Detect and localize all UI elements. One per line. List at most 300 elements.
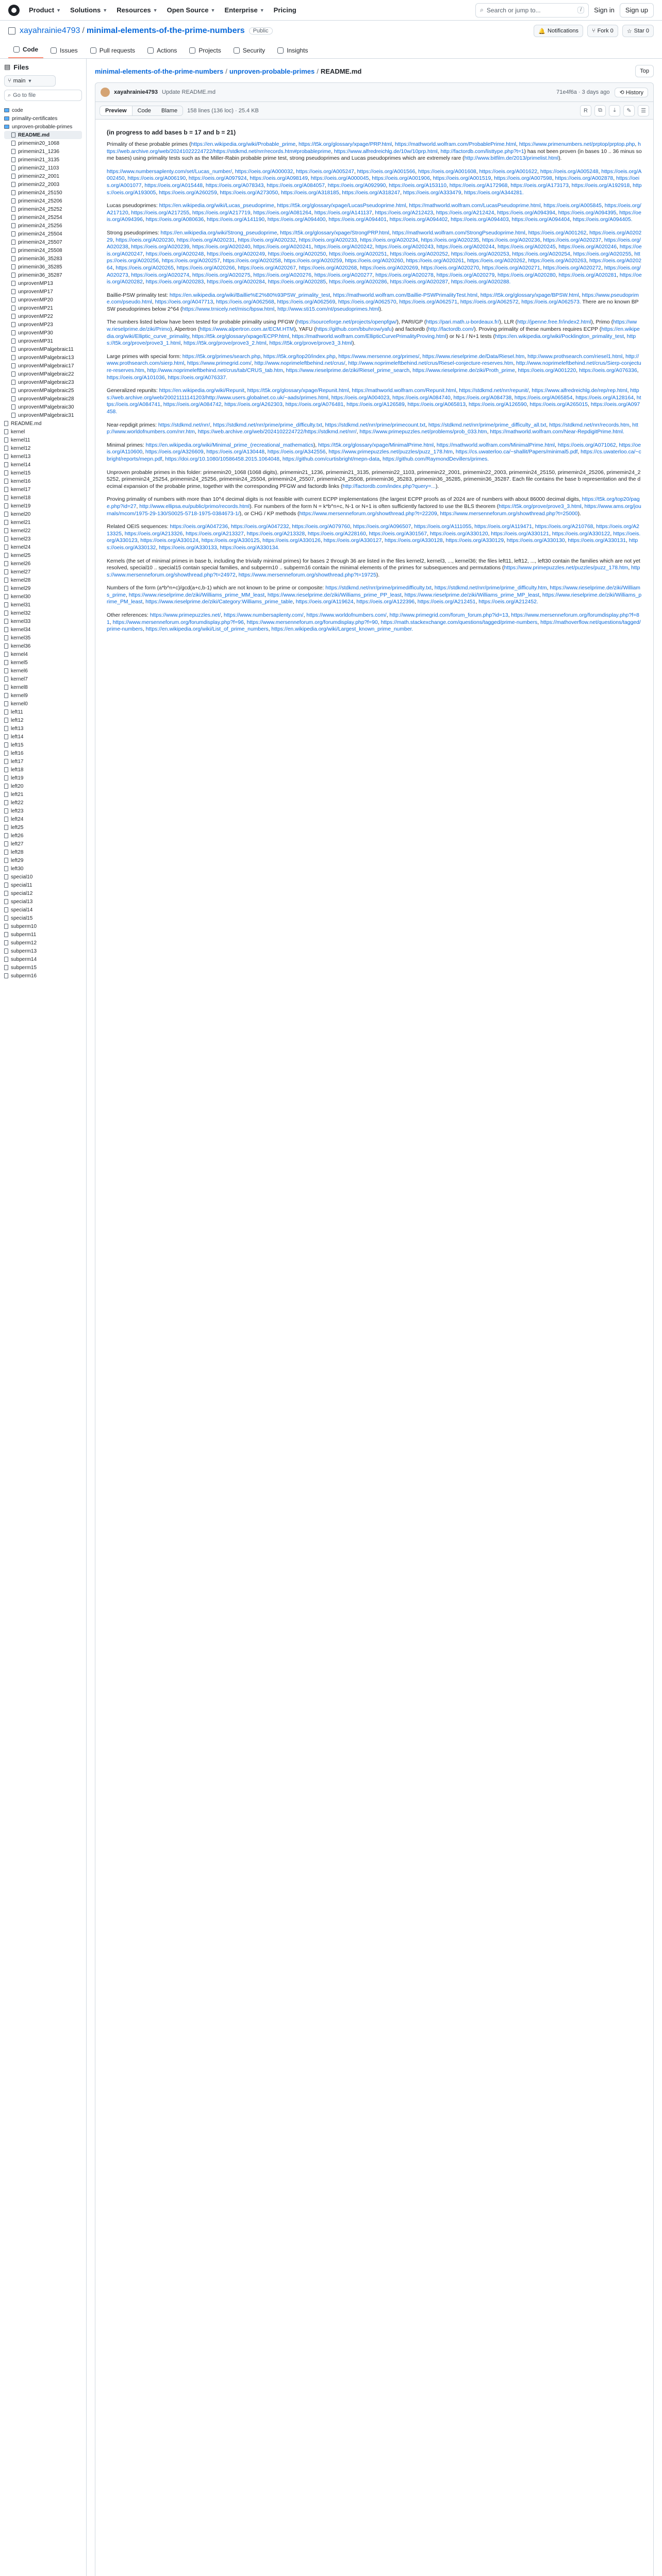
sidebar-file[interactable] bbox=[4, 955, 82, 963]
readme-link[interactable]: https://oeis.org/A084738 bbox=[453, 395, 512, 401]
sidebar-file[interactable] bbox=[4, 906, 82, 914]
readme-link[interactable]: https://oeis.org/A020254 bbox=[512, 251, 570, 257]
readme-link[interactable]: https://oeis.org/A020230 bbox=[115, 237, 174, 243]
readme-link[interactable]: https://oeis.org/A141190 bbox=[207, 217, 264, 223]
readme-link[interactable]: http://factordb.com/ bbox=[428, 327, 474, 333]
raw-button[interactable]: R bbox=[580, 105, 591, 116]
readme-link[interactable]: https://stdkmd.net/nrr/records.htm bbox=[549, 422, 630, 428]
readme-link[interactable]: https://oeis.org/A094395 bbox=[558, 210, 617, 216]
readme-link[interactable]: https://oeis.org/A260259 bbox=[159, 190, 217, 196]
readme-link[interactable]: https://oeis.org/A020257 bbox=[161, 258, 220, 264]
readme-link[interactable]: http://www.noprimeleftbehind.net/crus/Riesel-conjecture-reserves.htm bbox=[348, 361, 514, 367]
readme-link[interactable]: https://www.primepuzzles.net/problems/prob_033.htm bbox=[359, 429, 487, 435]
readme-link[interactable]: https://oeis.org/A094405. bbox=[572, 217, 633, 223]
readme-link[interactable]: https://oeis.org/A330122 bbox=[552, 531, 610, 537]
readme-link[interactable]: https://oeis.org/A001566 bbox=[357, 168, 416, 175]
readme-link[interactable]: https://oeis.org/A094401 bbox=[328, 217, 387, 223]
readme-link[interactable]: https://oeis.org/A062570 bbox=[338, 299, 396, 306]
readme-link[interactable]: https://oeis.org/A126590 bbox=[468, 402, 527, 408]
readme-link[interactable]: https://oeis.org/A002878 bbox=[555, 176, 614, 182]
readme-link[interactable]: https://oeis.org/A212424 bbox=[436, 210, 494, 216]
tab-actions[interactable] bbox=[142, 47, 182, 58]
readme-link[interactable]: https://oeis.org/A001077 bbox=[107, 176, 640, 189]
readme-link[interactable]: https://oeis.org/A330128 bbox=[385, 538, 443, 544]
repo-name-link[interactable]: minimal-elements-of-the-prime-numbers bbox=[86, 26, 245, 35]
sidebar-file[interactable] bbox=[4, 930, 82, 939]
readme-link[interactable]: https://oeis.org/A110600 bbox=[107, 442, 641, 455]
readme-link[interactable]: https://mathworld.wolfram.com/Near-RepdigitPrime.html. bbox=[490, 429, 624, 435]
readme-link[interactable]: https://mathworld.wolfram.com/LucasPseudoprime.html bbox=[409, 203, 541, 209]
readme-link[interactable]: https://www.mersenneforum.org/forumdisplay.php?f=96 bbox=[112, 619, 244, 625]
sidebar-file[interactable] bbox=[4, 716, 82, 724]
readme-link[interactable]: https://github.com/curtisbright/mepn-data bbox=[282, 456, 380, 462]
readme-link[interactable]: https://t5k.org/glossary/xpage/Repunit.html bbox=[247, 388, 349, 394]
sidebar-file[interactable] bbox=[4, 543, 82, 551]
readme-link[interactable]: https://oeis.org/A330132 bbox=[107, 538, 638, 551]
readme-link[interactable]: https://oeis.org/A076337. bbox=[168, 375, 227, 381]
readme-link[interactable]: https://oeis.org/A262303 bbox=[224, 402, 283, 408]
readme-link[interactable]: https://en.wikipedia.org/wiki/Probable_prime bbox=[191, 142, 296, 147]
sidebar-file[interactable] bbox=[4, 897, 82, 906]
readme-link[interactable]: https://doi.org/10.1080/10586458.2015.1064048 bbox=[165, 456, 280, 462]
sidebar-file[interactable] bbox=[4, 411, 82, 419]
readme-link[interactable]: https://oeis.org/A318185 bbox=[280, 190, 339, 196]
readme-link[interactable]: https://oeis.org/A020242 bbox=[314, 244, 373, 250]
readme-link[interactable]: https://oeis.org/A020241 bbox=[253, 244, 311, 250]
sidebar-file[interactable] bbox=[4, 329, 82, 337]
sidebar-file[interactable] bbox=[4, 667, 82, 675]
sidebar-file[interactable] bbox=[4, 156, 82, 164]
readme-link[interactable]: https://oeis.org/A020245 bbox=[498, 244, 556, 250]
sidebar-file[interactable] bbox=[4, 922, 82, 930]
readme-link[interactable]: https://oeis.org/A020258 bbox=[223, 258, 281, 264]
readme-link[interactable]: https://oeis.org/A172968 bbox=[449, 182, 508, 189]
readme-link[interactable]: https://oeis.org/A002450 bbox=[107, 168, 642, 182]
commit-author[interactable]: xayahrainie4793 bbox=[114, 89, 158, 95]
sidebar-file[interactable] bbox=[4, 683, 82, 691]
sidebar-file[interactable] bbox=[4, 724, 82, 733]
breadcrumb-repo-link[interactable]: minimal-elements-of-the-prime-numbers bbox=[95, 67, 224, 75]
readme-link[interactable]: http://www.worldofnumbers.com/nrr.htm bbox=[107, 422, 638, 435]
sidebar-file[interactable] bbox=[4, 947, 82, 955]
sidebar-file[interactable] bbox=[4, 601, 82, 609]
sidebar-file[interactable] bbox=[4, 782, 82, 790]
sidebar-file[interactable] bbox=[4, 749, 82, 757]
nav-pricing[interactable] bbox=[274, 6, 296, 14]
sidebar-file[interactable] bbox=[4, 238, 82, 246]
readme-link[interactable]: https://oeis.org/A228160 bbox=[308, 531, 366, 537]
readme-link[interactable]: https://oeis.org/A020246 bbox=[558, 244, 617, 250]
code-tab[interactable]: Code bbox=[133, 106, 156, 115]
readme-link[interactable]: http://www.noprimeleftbehind.net/crus/ bbox=[254, 361, 345, 367]
readme-link[interactable]: https://oeis.org/A096507 bbox=[353, 524, 411, 530]
readme-link[interactable]: https://oeis.org/A094403 bbox=[451, 217, 509, 223]
top-button[interactable]: Top bbox=[635, 65, 654, 77]
sidebar-file[interactable] bbox=[4, 494, 82, 502]
readme-link[interactable]: https://oeis.org/A097924 bbox=[188, 176, 247, 182]
readme-link[interactable]: https://en.wikipedia.org/wiki/Largest_known_prime_number. bbox=[271, 626, 413, 633]
history-button[interactable] bbox=[615, 88, 648, 97]
readme-link[interactable]: https://oeis.org/A330123 bbox=[107, 531, 641, 544]
readme-link[interactable]: https://www.rieselprime.de/ziki/Williams_prime_MM_least bbox=[128, 592, 265, 598]
readme-link[interactable]: https://web.archive.org/web/20241022224722/https://stdkmd.net/nrr/records.htm#probableprime bbox=[107, 142, 641, 155]
readme-link[interactable]: https://oeis.org/A330125 bbox=[201, 538, 260, 544]
readme-link[interactable]: https://mathworld.wolfram.com/Baillie-PSWPrimalityTest.html bbox=[333, 292, 477, 298]
sidebar-file[interactable] bbox=[4, 741, 82, 749]
sidebar-file[interactable] bbox=[4, 757, 82, 766]
tab-security[interactable] bbox=[228, 47, 270, 58]
readme-link[interactable]: https://oeis.org/A006190 bbox=[127, 176, 186, 182]
readme-link[interactable]: https://oeis.org/A318247 bbox=[342, 190, 401, 196]
readme-link[interactable]: https://oeis.org/A020271 bbox=[482, 265, 540, 271]
readme-link[interactable]: https://oeis.org/A020259 bbox=[284, 258, 342, 264]
sidebar-file[interactable] bbox=[4, 378, 82, 386]
commit-message[interactable]: Update README.md bbox=[162, 89, 216, 95]
sidebar-file[interactable] bbox=[4, 279, 82, 287]
readme-link[interactable]: https://oeis.org/A005845 bbox=[543, 203, 602, 209]
sidebar-file[interactable] bbox=[4, 370, 82, 378]
readme-link[interactable]: https://t5k.org/glossary/xpage/LucasPseudoprime.html bbox=[277, 203, 406, 209]
sidebar-folder[interactable] bbox=[4, 114, 82, 123]
sidebar-file[interactable] bbox=[4, 312, 82, 320]
nav-enterprise[interactable] bbox=[224, 6, 264, 14]
sidebar-file[interactable] bbox=[4, 386, 82, 395]
readme-link[interactable]: https://oeis.org/A020240 bbox=[192, 244, 251, 250]
branch-selector[interactable] bbox=[4, 75, 56, 87]
readme-link[interactable]: https://oeis.org/A020267 bbox=[238, 265, 296, 271]
readme-link[interactable]: https://www.mersenneforum.org/forumdisplay.php?f=90 bbox=[246, 619, 378, 625]
readme-link[interactable]: https://oeis.org/A020283 bbox=[145, 279, 204, 285]
sidebar-file[interactable] bbox=[4, 428, 82, 436]
readme-link[interactable]: https://oeis.org/A020253 bbox=[451, 251, 509, 257]
readme-link[interactable]: https://oeis.org/A020234 bbox=[360, 237, 418, 243]
readme-link[interactable]: https://en.wikipedia.org/wiki/Repunit bbox=[159, 388, 244, 394]
readme-link[interactable]: https://t5k.org/prove/prove3_3.html bbox=[499, 503, 582, 510]
sidebar-file[interactable] bbox=[4, 403, 82, 411]
readme-link[interactable]: https://www.primepuzzles.net/puzzles/puzz_178.htm bbox=[504, 565, 628, 571]
readme-link[interactable]: https://mathoverflow.net/questions/tagged/prime-numbers bbox=[107, 619, 641, 633]
readme-link[interactable]: https://oeis.org/A020247 bbox=[107, 244, 642, 257]
readme-link[interactable]: https://www.rieselprime.de/ziki/Williams_prime bbox=[107, 585, 640, 598]
readme-link[interactable]: https://oeis.org/A005248 bbox=[540, 168, 599, 175]
readme-link[interactable]: https://oeis.org/A020244 bbox=[436, 244, 495, 250]
sidebar-file[interactable] bbox=[4, 197, 82, 205]
readme-link[interactable]: http://www.prothsearch.com/sierp.html bbox=[107, 353, 639, 367]
readme-link[interactable]: https://oeis.org/A094396 bbox=[107, 210, 641, 223]
sidebar-file[interactable] bbox=[4, 452, 82, 461]
commit-hash[interactable]: 71e4f6a · 3 days ago bbox=[556, 89, 610, 95]
readme-link[interactable]: https://oeis.org/A094394 bbox=[497, 210, 555, 216]
readme-link[interactable]: https://oeis.org/A094402 bbox=[389, 217, 448, 223]
readme-link[interactable]: http://www.prothsearch.com/riesel1.html bbox=[527, 353, 623, 360]
readme-link[interactable]: https://oeis.org/A212452. bbox=[478, 599, 538, 605]
sidebar-file[interactable] bbox=[4, 469, 82, 477]
sidebar-file[interactable] bbox=[4, 823, 82, 832]
readme-link[interactable]: http://www.noprimeleftbehind.net/crus/tab/CRUS_tab.htm bbox=[147, 368, 283, 374]
readme-link[interactable]: https://en.wikipedia.org/wiki/Elliptic_curve_primality bbox=[107, 327, 640, 340]
readme-link[interactable]: https://t5k.org/glossary/xpage/StrongPRP.html bbox=[280, 230, 389, 236]
sidebar-file[interactable] bbox=[4, 255, 82, 263]
sidebar-file[interactable] bbox=[4, 180, 82, 189]
sidebar-file[interactable] bbox=[4, 634, 82, 642]
sidebar-file[interactable] bbox=[4, 700, 82, 708]
notifications-button[interactable] bbox=[534, 25, 583, 37]
readme-link[interactable]: https://oeis.org/A333479 bbox=[403, 190, 461, 196]
sidebar-file[interactable] bbox=[4, 353, 82, 362]
readme-link[interactable]: https://www.mersenneforum.org/showthread.php?t=24972 bbox=[107, 565, 640, 578]
readme-link[interactable]: https://pari.math.u-bordeaux.fr/ bbox=[426, 319, 500, 326]
readme-link[interactable]: https://oeis.org/A173173 bbox=[510, 182, 569, 189]
readme-link[interactable]: https://stdkmd.net/nrr/prime/primedifficulty.txt bbox=[325, 585, 432, 591]
readme-link[interactable]: https://web.archive.org/web/2024102224722/https://stdkmd.net/nrr/ bbox=[197, 429, 357, 435]
sidebar-file[interactable] bbox=[4, 625, 82, 634]
readme-link[interactable]: https://oeis.org/A020278 bbox=[375, 272, 434, 278]
readme-link[interactable]: https://oeis.org/A020249 bbox=[207, 251, 265, 257]
readme-link[interactable]: https://oeis.org/A330133 bbox=[159, 545, 217, 551]
readme-link[interactable]: https://www.mersenneforum.org/showthread.php?t=19725 bbox=[238, 572, 376, 578]
sidebar-file[interactable] bbox=[4, 617, 82, 625]
readme-link[interactable]: https://stdkmd.net/nrr/ bbox=[158, 422, 210, 428]
outline-icon[interactable]: ☰ bbox=[638, 105, 649, 116]
readme-link[interactable]: https://oeis.org/A119471 bbox=[474, 524, 532, 530]
sidebar-file[interactable] bbox=[4, 147, 82, 156]
nav-resources[interactable] bbox=[117, 6, 157, 14]
sidebar-file[interactable] bbox=[4, 345, 82, 353]
readme-link[interactable]: https://oeis.org/A141137 bbox=[314, 210, 372, 216]
readme-link[interactable]: https://oeis.org/A004023 bbox=[331, 395, 390, 401]
readme-link[interactable]: https://www.alpertron.com.ar/ECM.HTM bbox=[200, 327, 294, 333]
readme-link[interactable]: https://oeis.org/A062568 bbox=[216, 299, 274, 306]
readme-link[interactable]: http://jpenne.free.fr/index2.html bbox=[517, 319, 591, 326]
readme-link[interactable]: https://oeis.org/A020263 bbox=[528, 258, 587, 264]
sidebar-file[interactable] bbox=[4, 477, 82, 485]
readme-link[interactable]: https://oeis.org/A020270 bbox=[421, 265, 479, 271]
readme-link[interactable]: https://github.com/RaymondDevillers/primes. bbox=[382, 456, 489, 462]
go-to-file-input[interactable] bbox=[4, 90, 82, 101]
readme-link[interactable]: https://oeis.org/A192918 bbox=[571, 182, 630, 189]
readme-link[interactable]: https://en.wikipedia.org/wiki/Strong_pseudoprime bbox=[160, 230, 277, 236]
readme-link[interactable]: https://oeis.org/A213328 bbox=[246, 531, 305, 537]
nav-solutions[interactable] bbox=[70, 6, 107, 14]
readme-link[interactable]: https://oeis.org/A330130 bbox=[506, 538, 565, 544]
sidebar-file[interactable] bbox=[4, 263, 82, 271]
copy-icon[interactable]: ⧉ bbox=[594, 105, 606, 116]
readme-link[interactable]: https://www.primepuzzles.net/ bbox=[150, 613, 221, 619]
readme-link[interactable]: https://oeis.org/A001608 bbox=[418, 168, 476, 175]
readme-link[interactable]: http://www.bitfilm.de/2013/primelist.html bbox=[464, 156, 559, 162]
readme-link[interactable]: https://t5k.org/top20/page.php?id=27 bbox=[107, 497, 640, 510]
readme-link[interactable]: https://www.rieselprime.de/ziki/Williams_prime_MP_least bbox=[404, 592, 540, 598]
readme-link[interactable]: https://www.primepuzzles.net/puzzles/puzz_178.htm bbox=[328, 449, 453, 455]
readme-link[interactable]: https://oeis.org/A326609 bbox=[145, 449, 204, 455]
readme-link[interactable]: https://oeis.org/A078343 bbox=[205, 182, 264, 189]
tab-issues[interactable] bbox=[45, 47, 83, 58]
readme-link[interactable]: http://www.ellipsa.eu/public/primo/records.html bbox=[139, 503, 250, 510]
readme-link[interactable]: https://cs.uwaterloo.ca/~cbright/reports/mepn.pdf bbox=[107, 449, 641, 462]
readme-link[interactable]: https://oeis.org/A128164 bbox=[575, 395, 634, 401]
readme-link[interactable]: https://oeis.org/A020276 bbox=[253, 272, 311, 278]
readme-link[interactable]: https://oeis.org/A020260 bbox=[345, 258, 403, 264]
readme-link[interactable]: https://oeis.org/A020251 bbox=[329, 251, 387, 257]
readme-link[interactable]: https://oeis.org/A001519 bbox=[433, 176, 491, 182]
readme-link[interactable]: https://oeis.org/A062569 bbox=[277, 299, 336, 306]
readme-link[interactable]: https://oeis.org/A020236 bbox=[482, 237, 540, 243]
tab-pull-requests[interactable] bbox=[85, 47, 140, 58]
sidebar-file[interactable] bbox=[4, 658, 82, 667]
readme-link[interactable]: https://stdkmd.net/nrr/prime/prime_difficulty.txt bbox=[213, 422, 322, 428]
sidebar-file[interactable] bbox=[4, 691, 82, 700]
readme-link[interactable]: https://www.rieselprime.de/ziki/Proth_prime bbox=[412, 368, 515, 374]
readme-link[interactable]: https://oeis.org/A330134. bbox=[220, 545, 280, 551]
sidebar-file[interactable] bbox=[4, 584, 82, 592]
readme-link[interactable]: https://oeis.org/A130448 bbox=[206, 449, 265, 455]
sidebar-file[interactable] bbox=[4, 510, 82, 518]
sidebar-file[interactable] bbox=[4, 592, 82, 601]
readme-link[interactable]: https://www.numbersaplenty.com/ bbox=[223, 613, 304, 619]
readme-link[interactable]: https://oeis.org/A084741 bbox=[107, 395, 641, 408]
readme-link[interactable]: https://oeis.org/A193005 bbox=[107, 182, 642, 196]
readme-link[interactable]: https://mathworld.wolfram.com/MinimalPrime.html bbox=[436, 442, 555, 448]
readme-link[interactable]: https://oeis.org/A020269 bbox=[360, 265, 418, 271]
readme-link[interactable]: https://oeis.org/A020279 bbox=[436, 272, 495, 278]
sidebar-file[interactable] bbox=[4, 189, 82, 197]
readme-link[interactable]: https://mathworld.wolfram.com/ProbablePrime.html bbox=[394, 142, 516, 147]
sidebar-file[interactable] bbox=[4, 815, 82, 823]
readme-link[interactable]: https://oeis.org/A020286 bbox=[329, 279, 387, 285]
sidebar-toggle-icon[interactable]: ▤ bbox=[4, 63, 11, 71]
readme-link[interactable]: https://oeis.org/A212451 bbox=[417, 599, 476, 605]
readme-link[interactable]: https://oeis.org/A020248 bbox=[145, 251, 204, 257]
sidebar-file[interactable] bbox=[4, 576, 82, 584]
readme-link[interactable]: https://oeis.org/A020235 bbox=[421, 237, 479, 243]
readme-link[interactable]: https://oeis.org/A092990 bbox=[327, 182, 386, 189]
readme-link[interactable]: https://www.worldofnumbers.com/ bbox=[306, 613, 387, 619]
readme-link[interactable]: https://oeis.org/A020287 bbox=[390, 279, 449, 285]
readme-link[interactable]: https://oeis.org/A020284 bbox=[207, 279, 265, 285]
readme-link[interactable]: https://oeis.org/A330127 bbox=[323, 538, 382, 544]
sign-up-button[interactable]: Sign up bbox=[620, 3, 654, 18]
sidebar-file[interactable] bbox=[4, 832, 82, 840]
readme-link[interactable]: https://t5k.org/glossary/xpage/PRP.html bbox=[298, 142, 392, 147]
edit-icon[interactable]: ✎ bbox=[623, 105, 635, 116]
sign-in-link[interactable]: Sign in bbox=[594, 6, 615, 14]
readme-link[interactable]: https://web.archive.org/web/20021111141203/http://www.users.globalnet.co.uk/~aads/primes.html bbox=[107, 388, 639, 401]
readme-link[interactable]: https://oeis.org/A153110 bbox=[389, 182, 446, 189]
readme-link[interactable]: https://oeis.org/A001220 bbox=[518, 368, 576, 374]
sidebar-file[interactable] bbox=[4, 296, 82, 304]
sidebar-file[interactable] bbox=[4, 551, 82, 560]
readme-link[interactable]: https://oeis.org/A020250 bbox=[268, 251, 326, 257]
readme-link[interactable]: https://oeis.org/A273050 bbox=[220, 190, 278, 196]
readme-link[interactable]: https://t5k.org/prove/prove3_3.html bbox=[269, 341, 352, 347]
readme-link[interactable]: https://oeis.org/A076336 bbox=[578, 368, 637, 374]
star-button[interactable] bbox=[622, 25, 654, 37]
readme-link[interactable]: https://en.wikipedia.org/wiki/Pocklington_primality_test bbox=[494, 333, 624, 340]
sidebar-file[interactable] bbox=[4, 444, 82, 452]
readme-link[interactable]: https://oeis.org/A020288. bbox=[451, 279, 511, 285]
readme-link[interactable]: https://www.rieselprime.de/ziki/Williams_prime_PP_least bbox=[267, 592, 402, 598]
readme-link[interactable]: https://oeis.org/A126589 bbox=[346, 402, 405, 408]
blame-tab[interactable]: Blame bbox=[156, 106, 183, 115]
readme-link[interactable]: http://www.sti15.com/nt/pseudoprimes.html bbox=[277, 306, 379, 312]
readme-link[interactable]: https://www.mersenneforum.org/showthread.php?t=22209 bbox=[299, 511, 437, 517]
sidebar-file[interactable] bbox=[4, 518, 82, 527]
readme-link[interactable]: https://oeis.org/A001906 bbox=[372, 176, 430, 182]
sidebar-file[interactable] bbox=[4, 642, 82, 650]
readme-link[interactable]: https://en.wikipedia.org/wiki/List_of_prime_numbers bbox=[145, 626, 269, 633]
readme-link[interactable]: https://oeis.org/A094404 bbox=[511, 217, 570, 223]
readme-link[interactable]: https://oeis.org/A020261 bbox=[406, 258, 465, 264]
sidebar-file[interactable] bbox=[4, 560, 82, 568]
sidebar-file[interactable] bbox=[4, 889, 82, 897]
readme-link[interactable]: https://sourceforge.net/projects/openpfgw/ bbox=[297, 319, 397, 326]
readme-link[interactable]: https://oeis.org/A062572 bbox=[460, 299, 519, 306]
readme-link[interactable]: https://oeis.org/A020232 bbox=[238, 237, 296, 243]
readme-link[interactable]: https://oeis.org/A020252 bbox=[390, 251, 449, 257]
sidebar-file[interactable] bbox=[4, 287, 82, 296]
sidebar-file[interactable] bbox=[4, 535, 82, 543]
sidebar-file[interactable] bbox=[4, 271, 82, 279]
readme-link[interactable]: https://oeis.org/A210768 bbox=[535, 524, 593, 530]
readme-link[interactable]: https://oeis.org/A098149 bbox=[250, 176, 308, 182]
readme-link[interactable]: https://oeis.org/A062571 bbox=[399, 299, 457, 306]
readme-link[interactable]: https://oeis.org/A007598 bbox=[494, 176, 552, 182]
readme-link[interactable]: https://oeis.org/A342556 bbox=[267, 449, 326, 455]
sidebar-file[interactable] bbox=[4, 799, 82, 807]
readme-link[interactable]: https://oeis.org/A065813 bbox=[407, 402, 466, 408]
readme-link[interactable]: https://oeis.org/A047713 bbox=[155, 299, 213, 306]
sidebar-file[interactable] bbox=[4, 527, 82, 535]
sidebar-file[interactable] bbox=[4, 337, 82, 345]
nav-product[interactable] bbox=[29, 6, 61, 14]
preview-tab[interactable]: Preview bbox=[100, 106, 133, 115]
readme-link[interactable]: https://oeis.org/A020264 bbox=[107, 258, 642, 271]
readme-link[interactable]: https://oeis.org/A265015 bbox=[529, 402, 588, 408]
readme-link[interactable]: https://oeis.org/A020272 bbox=[543, 265, 602, 271]
sidebar-file[interactable] bbox=[4, 568, 82, 576]
readme-link[interactable]: https://www.alfredreichlg.de/10w/10prp.html bbox=[334, 148, 438, 155]
readme-link[interactable]: https://oeis.org/A020282 bbox=[107, 272, 642, 285]
readme-link[interactable]: https://oeis.org/A213325 bbox=[107, 524, 639, 537]
sidebar-file[interactable] bbox=[4, 222, 82, 230]
readme-link[interactable]: https://oeis.org/A020238 bbox=[107, 237, 641, 250]
readme-link[interactable]: https://t5k.org/top20/index.php bbox=[263, 353, 336, 360]
readme-link[interactable]: https://oeis.org/A020233 bbox=[299, 237, 357, 243]
sidebar-file[interactable] bbox=[4, 395, 82, 403]
readme-link[interactable]: https://www.numbersaplenty.com/set/Lucas_number/ bbox=[107, 168, 232, 175]
readme-link[interactable]: https://oeis.org/A047236 bbox=[170, 524, 228, 530]
sidebar-file[interactable] bbox=[4, 865, 82, 873]
readme-link[interactable]: https://oeis.org/A015448 bbox=[144, 182, 203, 189]
sidebar-file[interactable] bbox=[4, 172, 82, 180]
readme-link[interactable]: https://oeis.org/A000032 bbox=[235, 168, 293, 175]
sidebar-file[interactable] bbox=[4, 790, 82, 799]
sidebar-file[interactable] bbox=[4, 766, 82, 774]
readme-link[interactable]: https://github.com/bbuhrow/yafu bbox=[316, 327, 392, 333]
sidebar-file[interactable] bbox=[4, 914, 82, 922]
sidebar-file[interactable] bbox=[4, 131, 82, 139]
readme-link[interactable]: https://oeis.org/A212423 bbox=[375, 210, 434, 216]
readme-link[interactable]: https://t5k.org/prove/prove3_2.html bbox=[184, 341, 267, 347]
readme-link[interactable]: https://t5k.org/prove/prove3_1.html bbox=[107, 333, 636, 347]
readme-link[interactable]: http://www.noprimeleftbehind.net/crus/Sierp-conjecture-reserves.htm bbox=[107, 361, 641, 374]
readme-link[interactable]: https://www.pseudoprime.com/pseudo.html bbox=[107, 292, 639, 306]
readme-link[interactable]: https://www.mersenne.org/primes/ bbox=[338, 353, 420, 360]
readme-link[interactable]: https://oeis.org/A081264 bbox=[253, 210, 311, 216]
sidebar-file[interactable] bbox=[4, 205, 82, 213]
readme-link[interactable]: https://oeis.org/A119624 bbox=[295, 599, 354, 605]
sidebar-file[interactable] bbox=[4, 246, 82, 255]
